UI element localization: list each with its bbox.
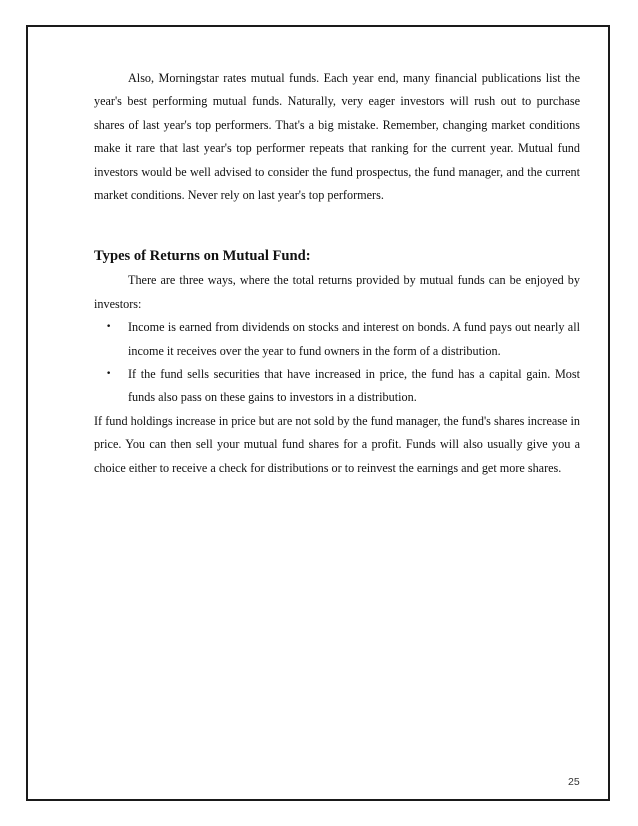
returns-bullet-list [94,316,580,410]
page-content [94,67,580,480]
page-number: 25 [568,776,580,788]
bullet-text: Income is earned from dividends on stocks and interest on bonds. A fund pays out nearly all income it receives over the year to fund owners in the form of a distribution. [128,320,580,358]
section-intro-paragraph: There are three ways, where the total returns provided by mutual funds can be enjoyed by investors: [94,273,580,311]
bullet-text: If the fund sells securities that have increased in price, the fund has a capital gain. Most funds also pass on these gains to investors in a distribution. [128,367,580,405]
closing-paragraph: If fund holdings increase in price but are not sold by the fund manager, the fund's shares increase in price. You can then sell your mutual fund shares for a profit. Funds will also usually give you a choice either to receive a check for distributions or to reinvest the earnings and get more shares. [94,413,580,475]
section-heading: Types of Returns on Mutual Fund: [94,248,311,265]
bullet-icon: • [106,322,112,333]
list-item [94,316,580,363]
bullet-icon: • [106,369,112,380]
intro-paragraph: Also, Morningstar rates mutual funds. Each year end, many financial publications list the year's best performing mutual funds. Naturally, very eager investors will rush out to purchase shares of last year's top performers. That's a big mistake. Remember, changing market conditions make it rare that last year's top performer repeats that ranking for the current year. Mutual fund investors would be well advised to consider the fund prospectus, the fund manager, and the current market conditions. Never rely on last year's top performers. [94,71,580,203]
list-item [94,363,580,410]
